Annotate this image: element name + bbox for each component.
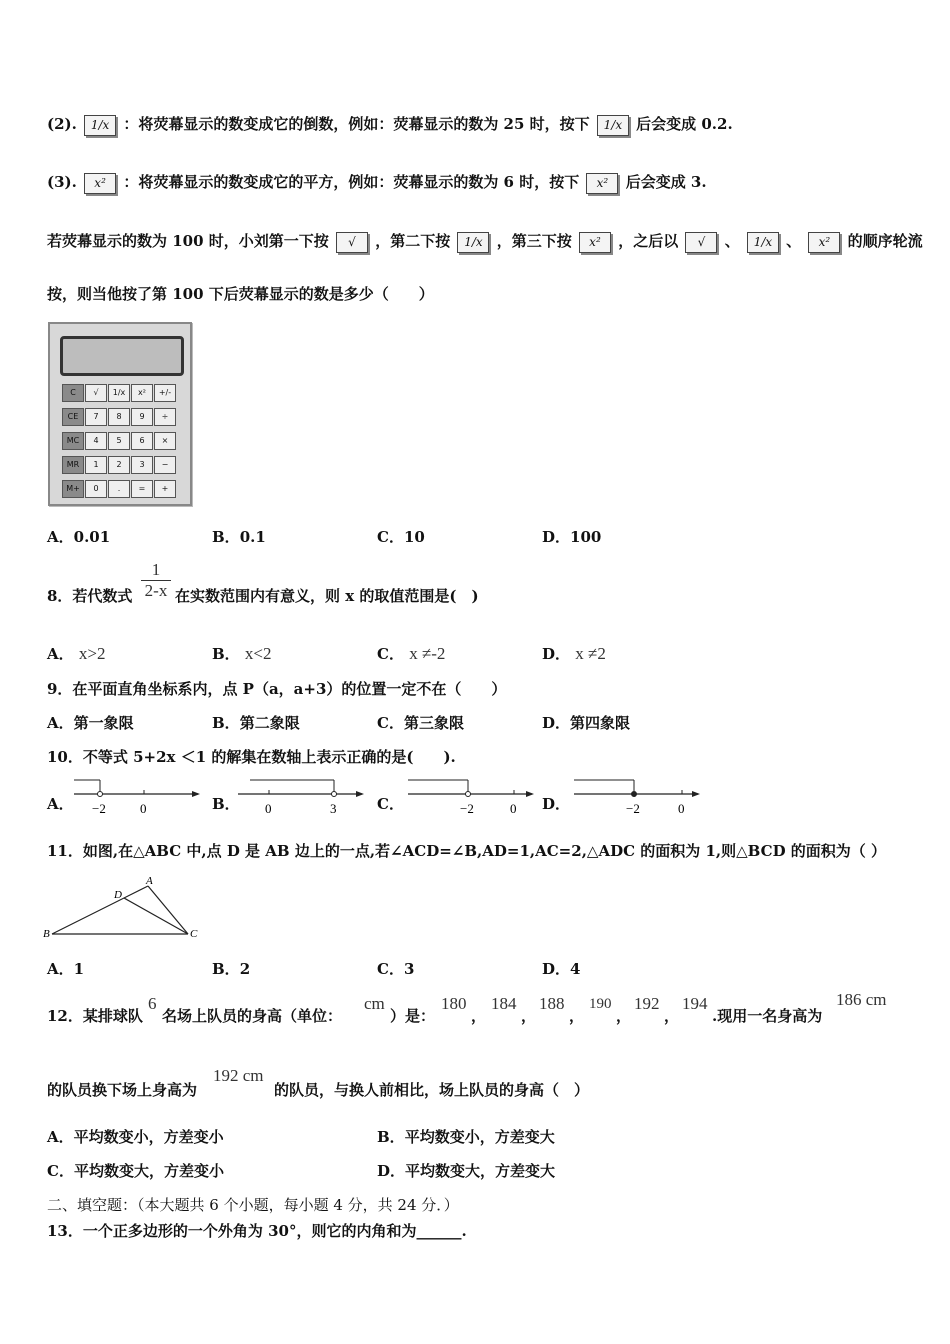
vertex-label-c: C bbox=[190, 928, 198, 940]
calculator-key: 0 bbox=[85, 480, 107, 498]
calculator-key: × bbox=[154, 432, 176, 450]
q7-line2-prefix: (2). bbox=[47, 115, 77, 133]
q11-option-c bbox=[377, 958, 414, 979]
option-letter: D． bbox=[542, 960, 571, 978]
option-value: 0.1 bbox=[239, 528, 266, 546]
q7-l4-a: 若荧幕显示的数为 100 时，小刘第一下按 bbox=[47, 232, 329, 250]
q11-option-b bbox=[212, 958, 250, 979]
q12-mid1: 名场上队员的身高（单位： bbox=[162, 1007, 343, 1025]
option-letter: B． bbox=[212, 645, 240, 663]
option-value: 平均数变小，方差变小 bbox=[73, 1128, 224, 1146]
calculator-key: 7 bbox=[85, 408, 107, 426]
tick-label: 0 bbox=[140, 801, 147, 816]
option-letter: C． bbox=[377, 645, 404, 663]
option-letter: D． bbox=[542, 714, 571, 732]
q7-line-4 bbox=[47, 230, 923, 253]
calculator-key: 8 bbox=[108, 408, 130, 426]
q7-line-5: 按，则当他按了第 100 下后荧幕显示的数是多少（ ） bbox=[47, 285, 434, 303]
q7-option-c bbox=[377, 526, 425, 547]
option-letter: C． bbox=[47, 1162, 74, 1180]
q7-line-3 bbox=[47, 171, 707, 194]
option-value: x<2 bbox=[244, 644, 272, 663]
q7-sep: 、 bbox=[786, 232, 802, 250]
option-letter: A． bbox=[47, 645, 74, 663]
q12-mid2: ）是： bbox=[390, 1007, 436, 1025]
calculator-key: x² bbox=[131, 384, 153, 402]
option-value: 10 bbox=[403, 528, 425, 546]
calculator-key: CE bbox=[62, 408, 84, 426]
q12-comma: ， bbox=[521, 1007, 537, 1025]
option-letter: C． bbox=[377, 528, 404, 546]
option-value: 4 bbox=[570, 960, 581, 978]
q8-option-a bbox=[47, 643, 105, 664]
option-letter: A． bbox=[47, 714, 74, 732]
q7-line2-suffix: 后会变成 0.2. bbox=[636, 115, 733, 133]
calculator-screen bbox=[60, 336, 184, 376]
option-value: 平均数变大，方差变小 bbox=[73, 1162, 224, 1180]
vertex-label-a: A bbox=[146, 875, 153, 887]
option-value: x ≠2 bbox=[575, 644, 606, 663]
q8-fraction bbox=[141, 560, 171, 601]
q12-option-b bbox=[377, 1126, 555, 1147]
sqrt-key-icon: √ bbox=[685, 232, 717, 253]
q12-comma: ， bbox=[664, 1007, 680, 1025]
q7-l4-e: 的顺序轮流 bbox=[847, 232, 923, 250]
q8-prefix: 8．若代数式 bbox=[47, 587, 133, 605]
q12-height-5: 192 bbox=[634, 994, 660, 1013]
q10-option-a-letter: A． bbox=[47, 795, 74, 813]
square-key-icon: x² bbox=[586, 173, 618, 194]
option-value: 第二象限 bbox=[239, 714, 300, 732]
option-value: 1 bbox=[73, 960, 85, 978]
q12-height-1: 180 bbox=[441, 994, 467, 1013]
option-letter: D． bbox=[542, 528, 571, 546]
q8-option-b bbox=[212, 643, 272, 664]
q7-l4-c: ，第三下按 bbox=[496, 232, 572, 250]
reciprocal-key-icon: 1/x bbox=[597, 115, 629, 136]
q10-option-b-letter: B． bbox=[212, 795, 240, 813]
option-letter: D． bbox=[377, 1162, 406, 1180]
option-value: 平均数变大，方差变大 bbox=[405, 1162, 556, 1180]
tick-label: 0 bbox=[510, 801, 517, 816]
q12-comma: ， bbox=[616, 1007, 632, 1025]
reciprocal-key-icon: 1/x bbox=[457, 232, 489, 253]
tick-label: −2 bbox=[460, 801, 474, 816]
calculator-key: √ bbox=[85, 384, 107, 402]
calculator-key: MR bbox=[62, 456, 84, 474]
square-key-icon: x² bbox=[579, 232, 611, 253]
option-value: 第三象限 bbox=[403, 714, 464, 732]
q12-option-d bbox=[377, 1160, 555, 1181]
calculator-key: 4 bbox=[85, 432, 107, 450]
calculator-key: 1/x bbox=[108, 384, 130, 402]
option-letter: A． bbox=[47, 1128, 74, 1146]
option-value: x>2 bbox=[78, 644, 106, 663]
number-line-a bbox=[72, 776, 202, 818]
q7-l4-b: ，第二下按 bbox=[375, 232, 451, 250]
calculator-key: 6 bbox=[131, 432, 153, 450]
tick-label: 0 bbox=[265, 801, 272, 816]
reciprocal-key-icon: 1/x bbox=[747, 232, 779, 253]
q9-option-c bbox=[377, 712, 464, 733]
calculator-key: ÷ bbox=[154, 408, 176, 426]
q8-option-d bbox=[542, 643, 606, 664]
q8-option-c bbox=[377, 643, 445, 664]
calculator-key: = bbox=[131, 480, 153, 498]
q7-line3-prefix: (3). bbox=[47, 173, 77, 191]
q9-option-d bbox=[542, 712, 630, 733]
q12-height-192: 192 cm bbox=[213, 1066, 264, 1085]
option-letter: B． bbox=[377, 1128, 405, 1146]
tick-label: −2 bbox=[626, 801, 640, 816]
q12-height-186: 186 cm bbox=[836, 990, 887, 1009]
calculator-key: 2 bbox=[108, 456, 130, 474]
q9-option-a bbox=[47, 712, 134, 733]
q7-option-a bbox=[47, 526, 110, 547]
q12-count: 6 bbox=[148, 994, 157, 1013]
q10-option-c-letter: C． bbox=[377, 795, 404, 813]
option-letter: B． bbox=[212, 714, 240, 732]
option-value: 3 bbox=[403, 960, 415, 978]
option-value: 100 bbox=[570, 528, 602, 546]
option-letter: A． bbox=[47, 528, 74, 546]
q12-height-3: 188 bbox=[539, 994, 565, 1013]
option-letter: C． bbox=[377, 960, 404, 978]
option-value: 第四象限 bbox=[570, 714, 631, 732]
q7-line-2 bbox=[47, 113, 733, 136]
calculator-key: 1 bbox=[85, 456, 107, 474]
q7-line3-text: ：将荧幕显示的数变成它的平方，例如：荧幕显示的数为 6 时，按下 bbox=[123, 173, 580, 191]
calculator-key: 9 bbox=[131, 408, 153, 426]
q12-unit: cm bbox=[364, 994, 385, 1013]
q12-line2-a: 的队员换下场上身高为 bbox=[47, 1081, 198, 1099]
q9-option-b bbox=[212, 712, 300, 733]
q8-suffix: 在实数范围内有意义，则 x 的取值范围是( ) bbox=[175, 587, 479, 605]
q10-option-d-letter: D． bbox=[542, 795, 571, 813]
q12-prefix: 12．某排球队 bbox=[47, 1007, 143, 1025]
q12-comma: ， bbox=[569, 1007, 585, 1025]
q12-height-4: 190 bbox=[589, 996, 612, 1012]
calculator-key: M+ bbox=[62, 480, 84, 498]
calculator-key: 3 bbox=[131, 456, 153, 474]
calculator-key: . bbox=[108, 480, 130, 498]
sqrt-key-icon: √ bbox=[336, 232, 368, 253]
q11-option-d bbox=[542, 958, 580, 979]
q12-option-c bbox=[47, 1160, 224, 1181]
tick-label: 3 bbox=[330, 801, 337, 816]
q12-line2-b: 的队员，与换人前相比，场上队员的身高（ ） bbox=[274, 1081, 590, 1099]
option-value: 0.01 bbox=[73, 528, 111, 546]
q7-line2-text: ：将荧幕显示的数变成它的倒数，例如：荧幕显示的数为 25 时，按下 bbox=[123, 115, 590, 133]
tick-label: 0 bbox=[678, 801, 685, 816]
q7-sep: 、 bbox=[724, 232, 740, 250]
calculator-key: C bbox=[62, 384, 84, 402]
option-letter: B． bbox=[212, 528, 240, 546]
calculator-key: +/- bbox=[154, 384, 176, 402]
q7-option-d bbox=[542, 526, 601, 547]
number-line-b bbox=[236, 776, 366, 818]
section2-title: 二、填空题：（本大题共 6 个小题，每小题 4 分，共 24 分．） bbox=[47, 1196, 459, 1214]
square-key-icon: x² bbox=[808, 232, 840, 253]
calculator-image bbox=[48, 322, 192, 506]
calculator-key: MC bbox=[62, 432, 84, 450]
option-value: x ≠-2 bbox=[409, 644, 446, 663]
calculator-key: − bbox=[154, 456, 176, 474]
option-letter: B． bbox=[212, 960, 240, 978]
q7-l4-d: ，之后以 bbox=[618, 232, 679, 250]
fraction-denominator: 2-x bbox=[144, 581, 168, 600]
q11-option-a bbox=[47, 958, 84, 979]
triangle-figure bbox=[40, 874, 210, 944]
vertex-label-d: D bbox=[114, 889, 122, 901]
q7-line3-suffix: 后会变成 3. bbox=[625, 173, 707, 191]
option-value: 2 bbox=[239, 960, 251, 978]
vertex-label-b: B bbox=[43, 928, 50, 940]
q13-text: 13．一个正多边形的一个外角为 30°，则它的内角和为______. bbox=[47, 1222, 467, 1240]
q9-text: 9．在平面直角坐标系内，点 P（a，a+3）的位置一定不在（ ） bbox=[47, 680, 507, 698]
q12-height-2: 184 bbox=[491, 994, 517, 1013]
fraction-numerator: 1 bbox=[141, 560, 171, 581]
q10-text: 10．不等式 5+2x ＜1 的解集在数轴上表示正确的是( ). bbox=[47, 748, 456, 766]
q12-comma: ， bbox=[471, 1007, 487, 1025]
q7-option-b bbox=[212, 526, 266, 547]
q11-text: 11．如图,在△ABC 中,点 D 是 AB 边上的一点,若∠ACD=∠B,AD=1,AC=2,△ADC 的面积为 1,则△BCD 的面积为（ ） bbox=[47, 842, 887, 860]
tick-label: −2 bbox=[92, 801, 106, 816]
q12-mid3: .现用一名身高为 bbox=[712, 1007, 823, 1025]
q12-height-6: 194 bbox=[682, 994, 708, 1013]
option-letter: C． bbox=[377, 714, 404, 732]
q12-option-a bbox=[47, 1126, 224, 1147]
square-key-icon: x² bbox=[84, 173, 116, 194]
option-letter: A． bbox=[47, 960, 74, 978]
reciprocal-key-icon: 1/x bbox=[84, 115, 116, 136]
calculator-key: 5 bbox=[108, 432, 130, 450]
option-value: 平均数变小，方差变大 bbox=[404, 1128, 555, 1146]
option-letter: D． bbox=[542, 645, 571, 663]
calculator-key: + bbox=[154, 480, 176, 498]
option-value: 第一象限 bbox=[73, 714, 134, 732]
number-line-d bbox=[572, 776, 702, 818]
number-line-c bbox=[406, 776, 536, 818]
